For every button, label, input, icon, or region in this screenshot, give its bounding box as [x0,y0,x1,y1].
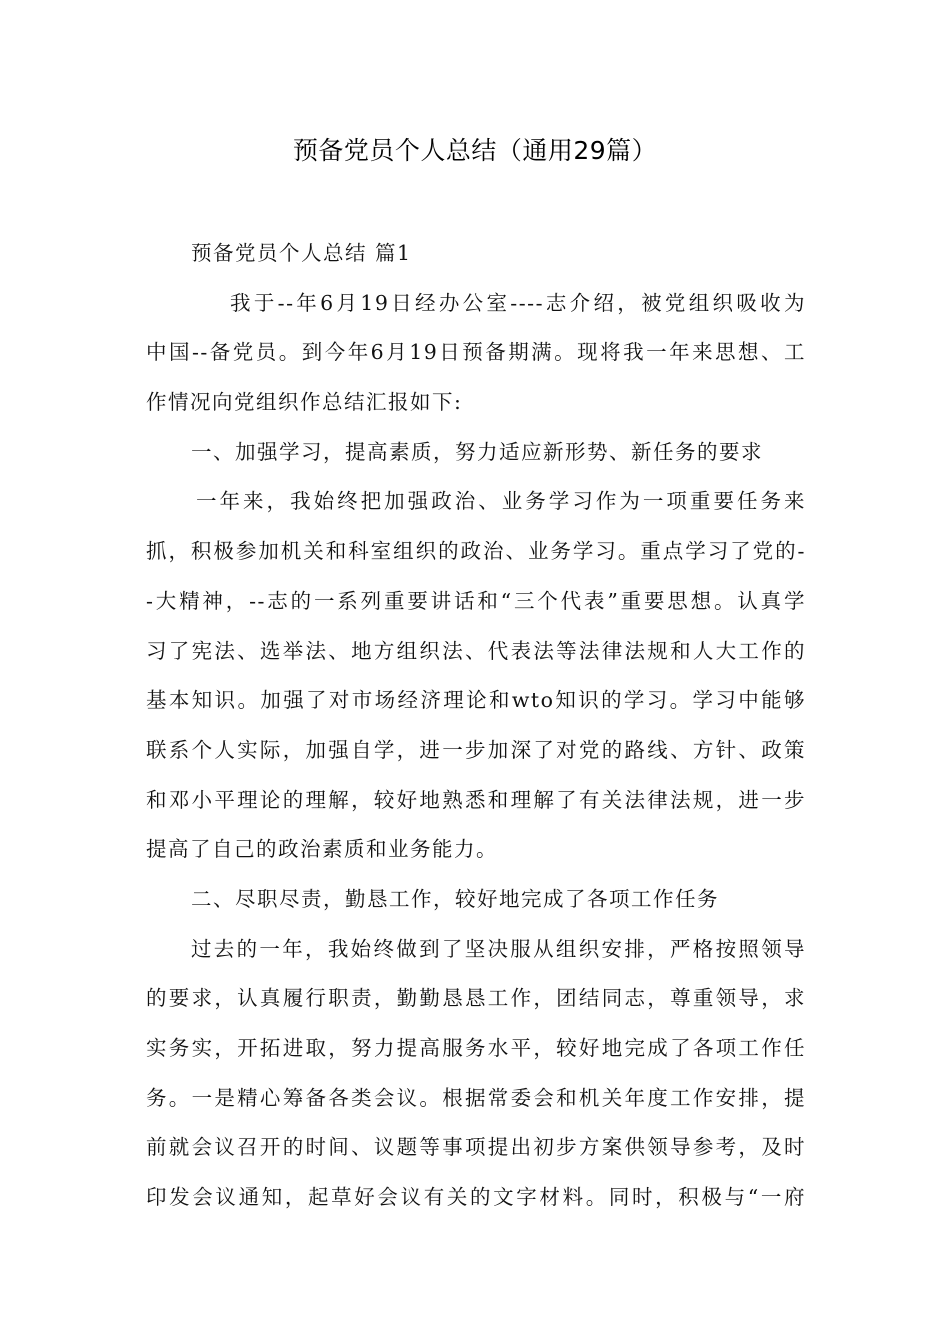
subheading: 一、加强学习，提高素质，努力适应新形势、新任务的要求 [191,439,763,464]
paragraph-line: 我于--年6月19日经办公室----志介绍，被党组织吸收为 [230,290,806,315]
paragraph-line: 提高了自己的政治素质和业务能力。 [146,837,498,862]
paragraph-line: 作情况向党组织作总结汇报如下: [146,390,463,415]
paragraph-line: 一年来，我始终把加强政治、业务学习作为一项重要任务来 [196,489,806,514]
paragraph-line: 基本知识。加强了对市场经济理论和wto知识的学习。学习中能够 [146,688,806,713]
paragraph-line: 务。一是精心筹备各类会议。根据常委会和机关年度工作安排，提 [146,1085,806,1110]
paragraph-line: 过去的一年，我始终做到了坚决服从组织安排，严格按照领导 [191,936,806,961]
paragraph-line: 前就会议召开的时间、议题等事项提出初步方案供领导参考，及时 [146,1135,806,1160]
paragraph-line: 联系个人实际，加强自学，进一步加深了对党的路线、方针、政策 [146,737,806,762]
paragraph-line: 实务实，开拓进取，努力提高服务水平，较好地完成了各项工作任 [146,1036,806,1060]
paragraph-line: 和邓小平理论的理解，较好地熟悉和理解了有关法律法规，进一步 [146,787,806,812]
paragraph-line: 抓，积极参加机关和科室组织的政治、业务学习。重点学习了党的- [146,539,806,564]
paragraph-line: -大精神，--志的一系列重要讲话和“三个代表”重要思想。认真学 [146,588,806,613]
subheading: 二、尽职尽责，勤恳工作，较好地完成了各项工作任务 [191,886,719,911]
paragraph-line: 中国--备党员。到今年6月19日预备期满。现将我一年来思想、工 [146,340,806,365]
paragraph-line: 印发会议通知，起草好会议有关的文字材料。同时，积极与“一府 [146,1185,806,1210]
section-heading: 预备党员个人总结 篇1 [191,241,412,265]
paragraph-line: 的要求，认真履行职责，勤勤恳恳工作，团结同志，尊重领导，求 [146,986,806,1011]
document-body [146,232,806,1226]
document-title: 预备党员个人总结（通用29篇） [292,136,658,165]
paragraph-line: 习了宪法、选举法、地方组织法、代表法等法律法规和人大工作的 [146,638,806,663]
